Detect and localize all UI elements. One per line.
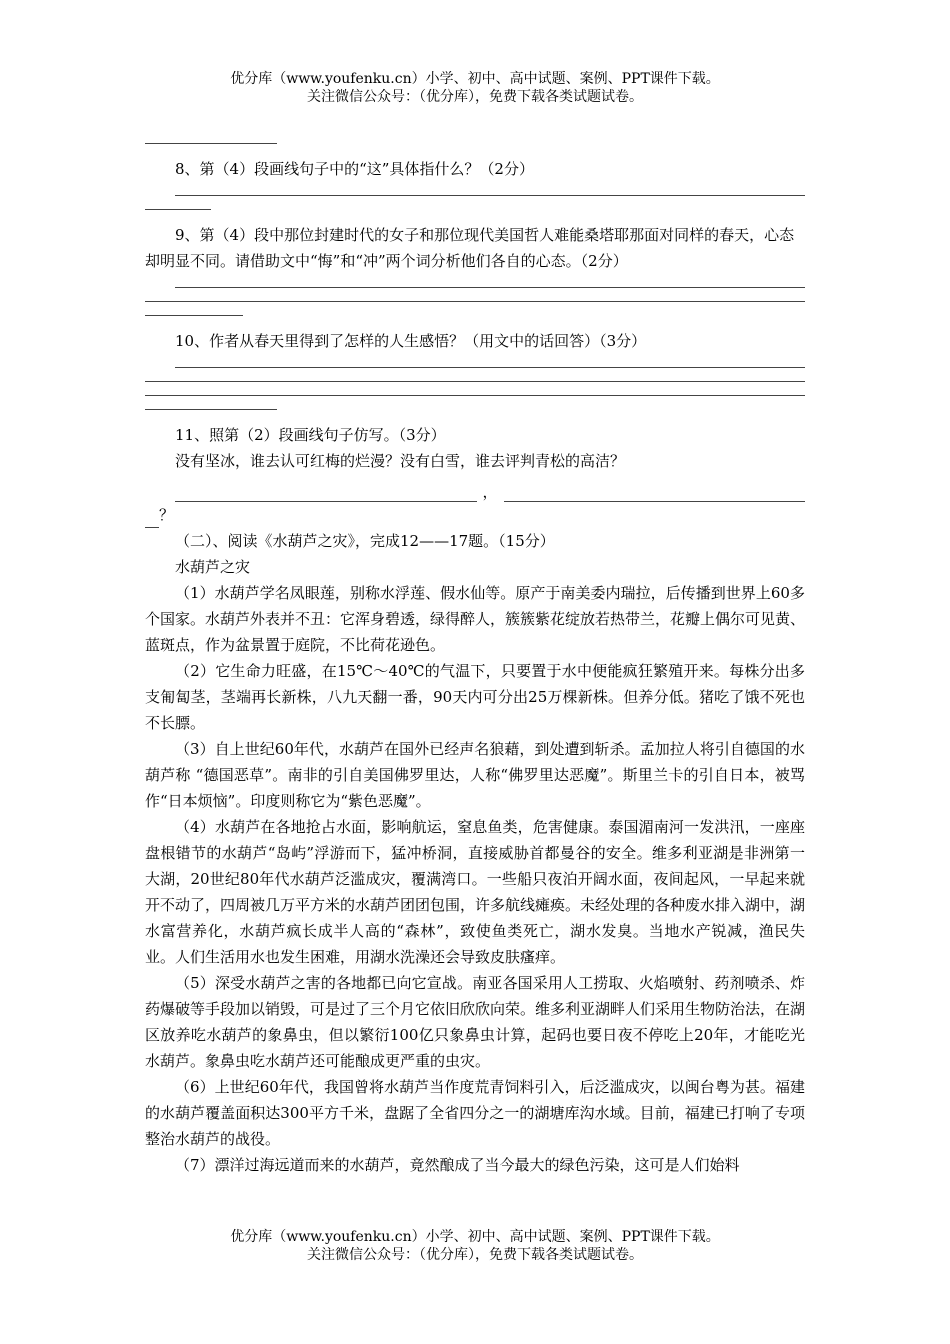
article-paragraph-7: （7）漂洋过海远道而来的水葫芦，竟然酿成了当今最大的绿色污染，这可是人们始料 [175, 1156, 740, 1174]
article-paragraph-6: （6）上世纪60年代，我国曾将水葫芦当作度荒青饲料引入，后泛滥成灾，以闽台粤为甚。福建的水葫芦覆盖面积达300平方千米，盘踞了全省四分之一的湖塘库沟水域。目前，福建已打响了专项整治水葫芦的战役。 [145, 1078, 805, 1148]
question-11: 11、照第（2）段画线句子仿写。（3分） [175, 426, 446, 444]
footer-line-1: 优分库（www.youfenku.cn）小学、初中、高中试题、案例、PPT课件下载。 [230, 1229, 720, 1245]
article-paragraph-4: （4）水葫芦在各地抢占水面，影响航运，窒息鱼类，危害健康。泰国湄南河一发洪汛，一座座盘根错节的水葫芦“岛屿”浮游而下，猛冲桥洞，直接威胁首都曼谷的安全。维多利亚湖是非洲第一大湖，20世纪80年代水葫芦泛滥成灾，覆满湾口。一些船只夜泊开阔水面，夜间起风，一早起来就开不动了，四周被几万平方米的水葫芦团团包围，许多航线瘫痪。未经处理的各种废水排入湖中，湖水富营养化，水葫芦疯长成半人高的“森林”，致使鱼类死亡，湖水发臭。当地水产锐减，渔民失业。人们生活用水也发生困难，用湖水洗澡还会导致皮肤瘙痒。 [145, 818, 806, 966]
answer-line [145, 381, 805, 382]
document-body [145, 130, 805, 1178]
article-title: 水葫芦之灾 [175, 558, 251, 576]
answer-line [145, 143, 277, 144]
answer-line [145, 301, 805, 302]
imitation-tail [145, 502, 805, 528]
imitation-blank-3[interactable] [145, 509, 159, 528]
imitation-comma: ， [482, 483, 498, 501]
answer-line [145, 395, 805, 396]
answer-line [145, 409, 277, 410]
answer-line [175, 367, 805, 368]
question-9: 9、第（4）段中那位封建时代的女子和那位现代美国哲人难能桑塔耶那面对同样的春天，心态却明显不同。请借助文中“悔”和“冲”两个词分析他们各自的心态。（2分） [145, 226, 795, 270]
page-footer [0, 1228, 950, 1264]
page-header [0, 70, 950, 106]
imitation-blank-1[interactable] [175, 485, 477, 502]
question-8: 8、第（4）段画线句子中的“这”具体指什么？（2分） [175, 160, 534, 178]
imitation-blank-2[interactable] [504, 485, 806, 502]
answer-line [145, 315, 243, 316]
question-10: 10、作者从春天里得到了怎样的人生感悟？（用文中的话回答）（3分） [175, 332, 647, 350]
article-paragraph-1: （1）水葫芦学名凤眼莲，别称水浮莲、假水仙等。原产于南美委内瑞拉，后传播到世界上60多个国家。水葫芦外表并不丑：它浑身碧透，绿得醉人，簇簇紫花绽放若热带兰，花瓣上偶尔可见黄、蓝斑点，作为盆景置于庭院，不比荷花逊色。 [145, 584, 806, 654]
footer-line-2: 关注微信公众号：（优分库），免费下载各类试题试卷。 [307, 1247, 643, 1263]
article-paragraph-5: （5）深受水葫芦之害的各地都已向它宣战。南亚各国采用人工捞取、火焰喷射、药剂喷杀、炸药爆破等手段加以销毁，可是过了三个月它依旧欣欣向荣。维多利亚湖畔人们采用生物防治法，在湖区放养吃水葫芦的象鼻虫，但以繁衍100亿只象鼻虫计算，起码也要日夜不停吃上20年，才能吃光水葫芦。象鼻虫吃水葫芦还可能酿成更严重的虫灾。 [145, 974, 806, 1070]
imitation-answer-row [145, 474, 805, 502]
answer-line [175, 287, 805, 288]
article-paragraph-3: （3）自上世纪60年代，水葫芦在国外已经声名狼藉，到处遭到斩杀。孟加拉人将引自德国的水葫芦称 “德国恶草”。南非的引自美国佛罗里达，人称“佛罗里达恶魔”。斯里兰卡的引自日本，被骂作“日本烦恼”。印度则称它为“紫色恶魔”。 [145, 740, 805, 810]
header-line-1: 优分库（www.youfenku.cn）小学、初中、高中试题、案例、PPT课件下载。 [230, 71, 720, 87]
question-11-example: 没有坚冰，谁去认可红梅的烂漫？没有白雪，谁去评判青松的高洁？ [175, 452, 626, 470]
imitation-question-mark: ？ [159, 506, 175, 524]
answer-line [175, 195, 805, 196]
article-paragraph-2: （2）它生命力旺盛，在15℃～40℃的气温下，只要置于水中便能疯狂繁殖开来。每株分出多支匍匐茎，茎端再长新株，八九天翻一番，90天内可分出25万棵新株。但养分低。猪吃了饿不死也不长膘。 [145, 662, 805, 732]
header-line-2: 关注微信公众号：（优分库），免费下载各类试题试卷。 [307, 89, 643, 105]
answer-line [145, 209, 211, 210]
section-2-intro: （二）、阅读《水葫芦之灾》，完成12——17题。（15分） [175, 532, 555, 550]
